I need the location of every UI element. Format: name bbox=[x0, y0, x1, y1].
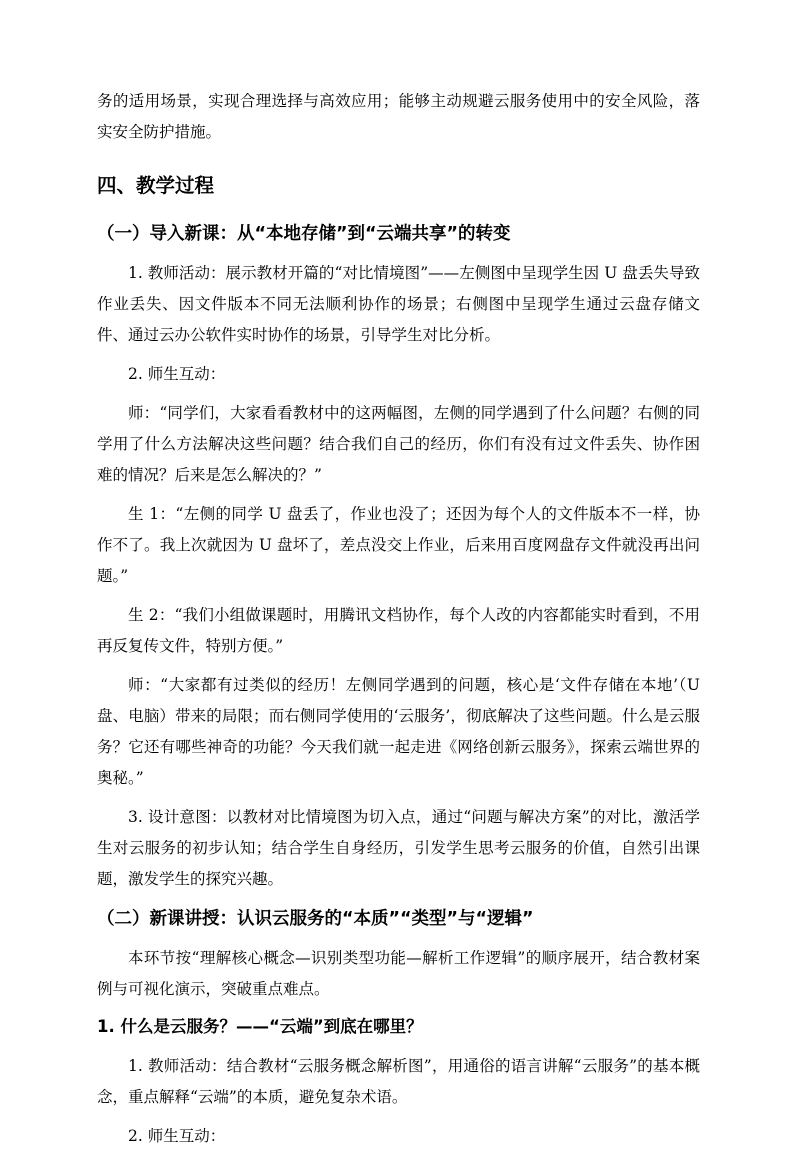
part2-interaction-label: 2. 师生互动： bbox=[128, 1127, 226, 1145]
part1-teacher-question: 师：“同学们，大家看看教材中的这两幅图，左侧的同学遇到了什么问题？右侧的同学用了什么方法解决这些问题？结合我们自己的经历，你们有没有过文件丢失、协作困难的情况？后来是怎么解决的？” bbox=[97, 404, 700, 484]
part2-teacher-activity: 1. 教师活动：结合教材“云服务概念解析图”，用通俗的语言讲解“云服务”的基本概念，重点解释“云端”的本质，避免复杂术语。 bbox=[97, 1057, 700, 1106]
part1-student2-answer: 生 2：“我们小组做课题时，用腾讯文档协作，每个人改的内容都能实时看到，不用再反复传文件，特别方便。” bbox=[97, 606, 700, 655]
part2-title: （二）新课讲授：认识云服务的“本质”“类型”与“逻辑” bbox=[97, 909, 534, 929]
part1-title: （一）导入新课：从“本地存储”到“云端共享”的转变 bbox=[97, 224, 511, 244]
part2-subsection1-title: 1. 什么是云服务？——“云端”到底在哪里？ bbox=[97, 1017, 423, 1036]
part1-teacher-summary: 师：“大家都有过类似的经历！左侧同学遇到的问题，核心是‘文件存储在本地’（U 盘、电脑）带来的局限；而右侧同学使用的‘云服务’，彻底解决了这些问题。什么是云服务？它还有哪些神奇的功能？今天我们就一起走进《网络创新云服务》，探索云端世界的奥秘。” bbox=[97, 676, 700, 787]
part1-student1-answer: 生 1：“左侧的同学 U 盘丢了，作业也没了；还因为每个人的文件版本不一样，协作不了。我上次就因为 U 盘坏了，差点没交上作业，后来用百度网盘存文件就没再出问题。” bbox=[97, 505, 700, 585]
part1-design-intent: 3. 设计意图：以教材对比情境图为切入点，通过“问题与解决方案”的对比，激活学生对云服务的初步认知；结合学生自身经历，引发学生思考云服务的价值，自然引出课题，激发学生的探究兴趣。 bbox=[97, 808, 700, 888]
part1-interaction-label: 2. 师生互动： bbox=[128, 365, 226, 383]
part2-overview: 本环节按“理解核心概念—识别类型功能—解析工作逻辑”的顺序展开，结合教材案例与可视化演示，突破重点难点。 bbox=[97, 949, 700, 998]
section-title: 四、教学过程 bbox=[97, 174, 215, 197]
part1-teacher-activity: 1. 教师活动：展示教材开篇的“对比情境图”——左侧图中呈现学生因 U 盘丢失导致作业丢失、因文件版本不同无法顺利协作的场景；右侧图中呈现学生通过云盘存储文件、通过云办公软件实时协作的场景，引导学生对比分析。 bbox=[97, 264, 700, 344]
document-page bbox=[97, 86, 700, 1152]
intro-paragraph: 务的适用场景，实现合理选择与高效应用；能够主动规避云服务使用中的安全风险，落实安全防护措施。 bbox=[97, 92, 700, 141]
